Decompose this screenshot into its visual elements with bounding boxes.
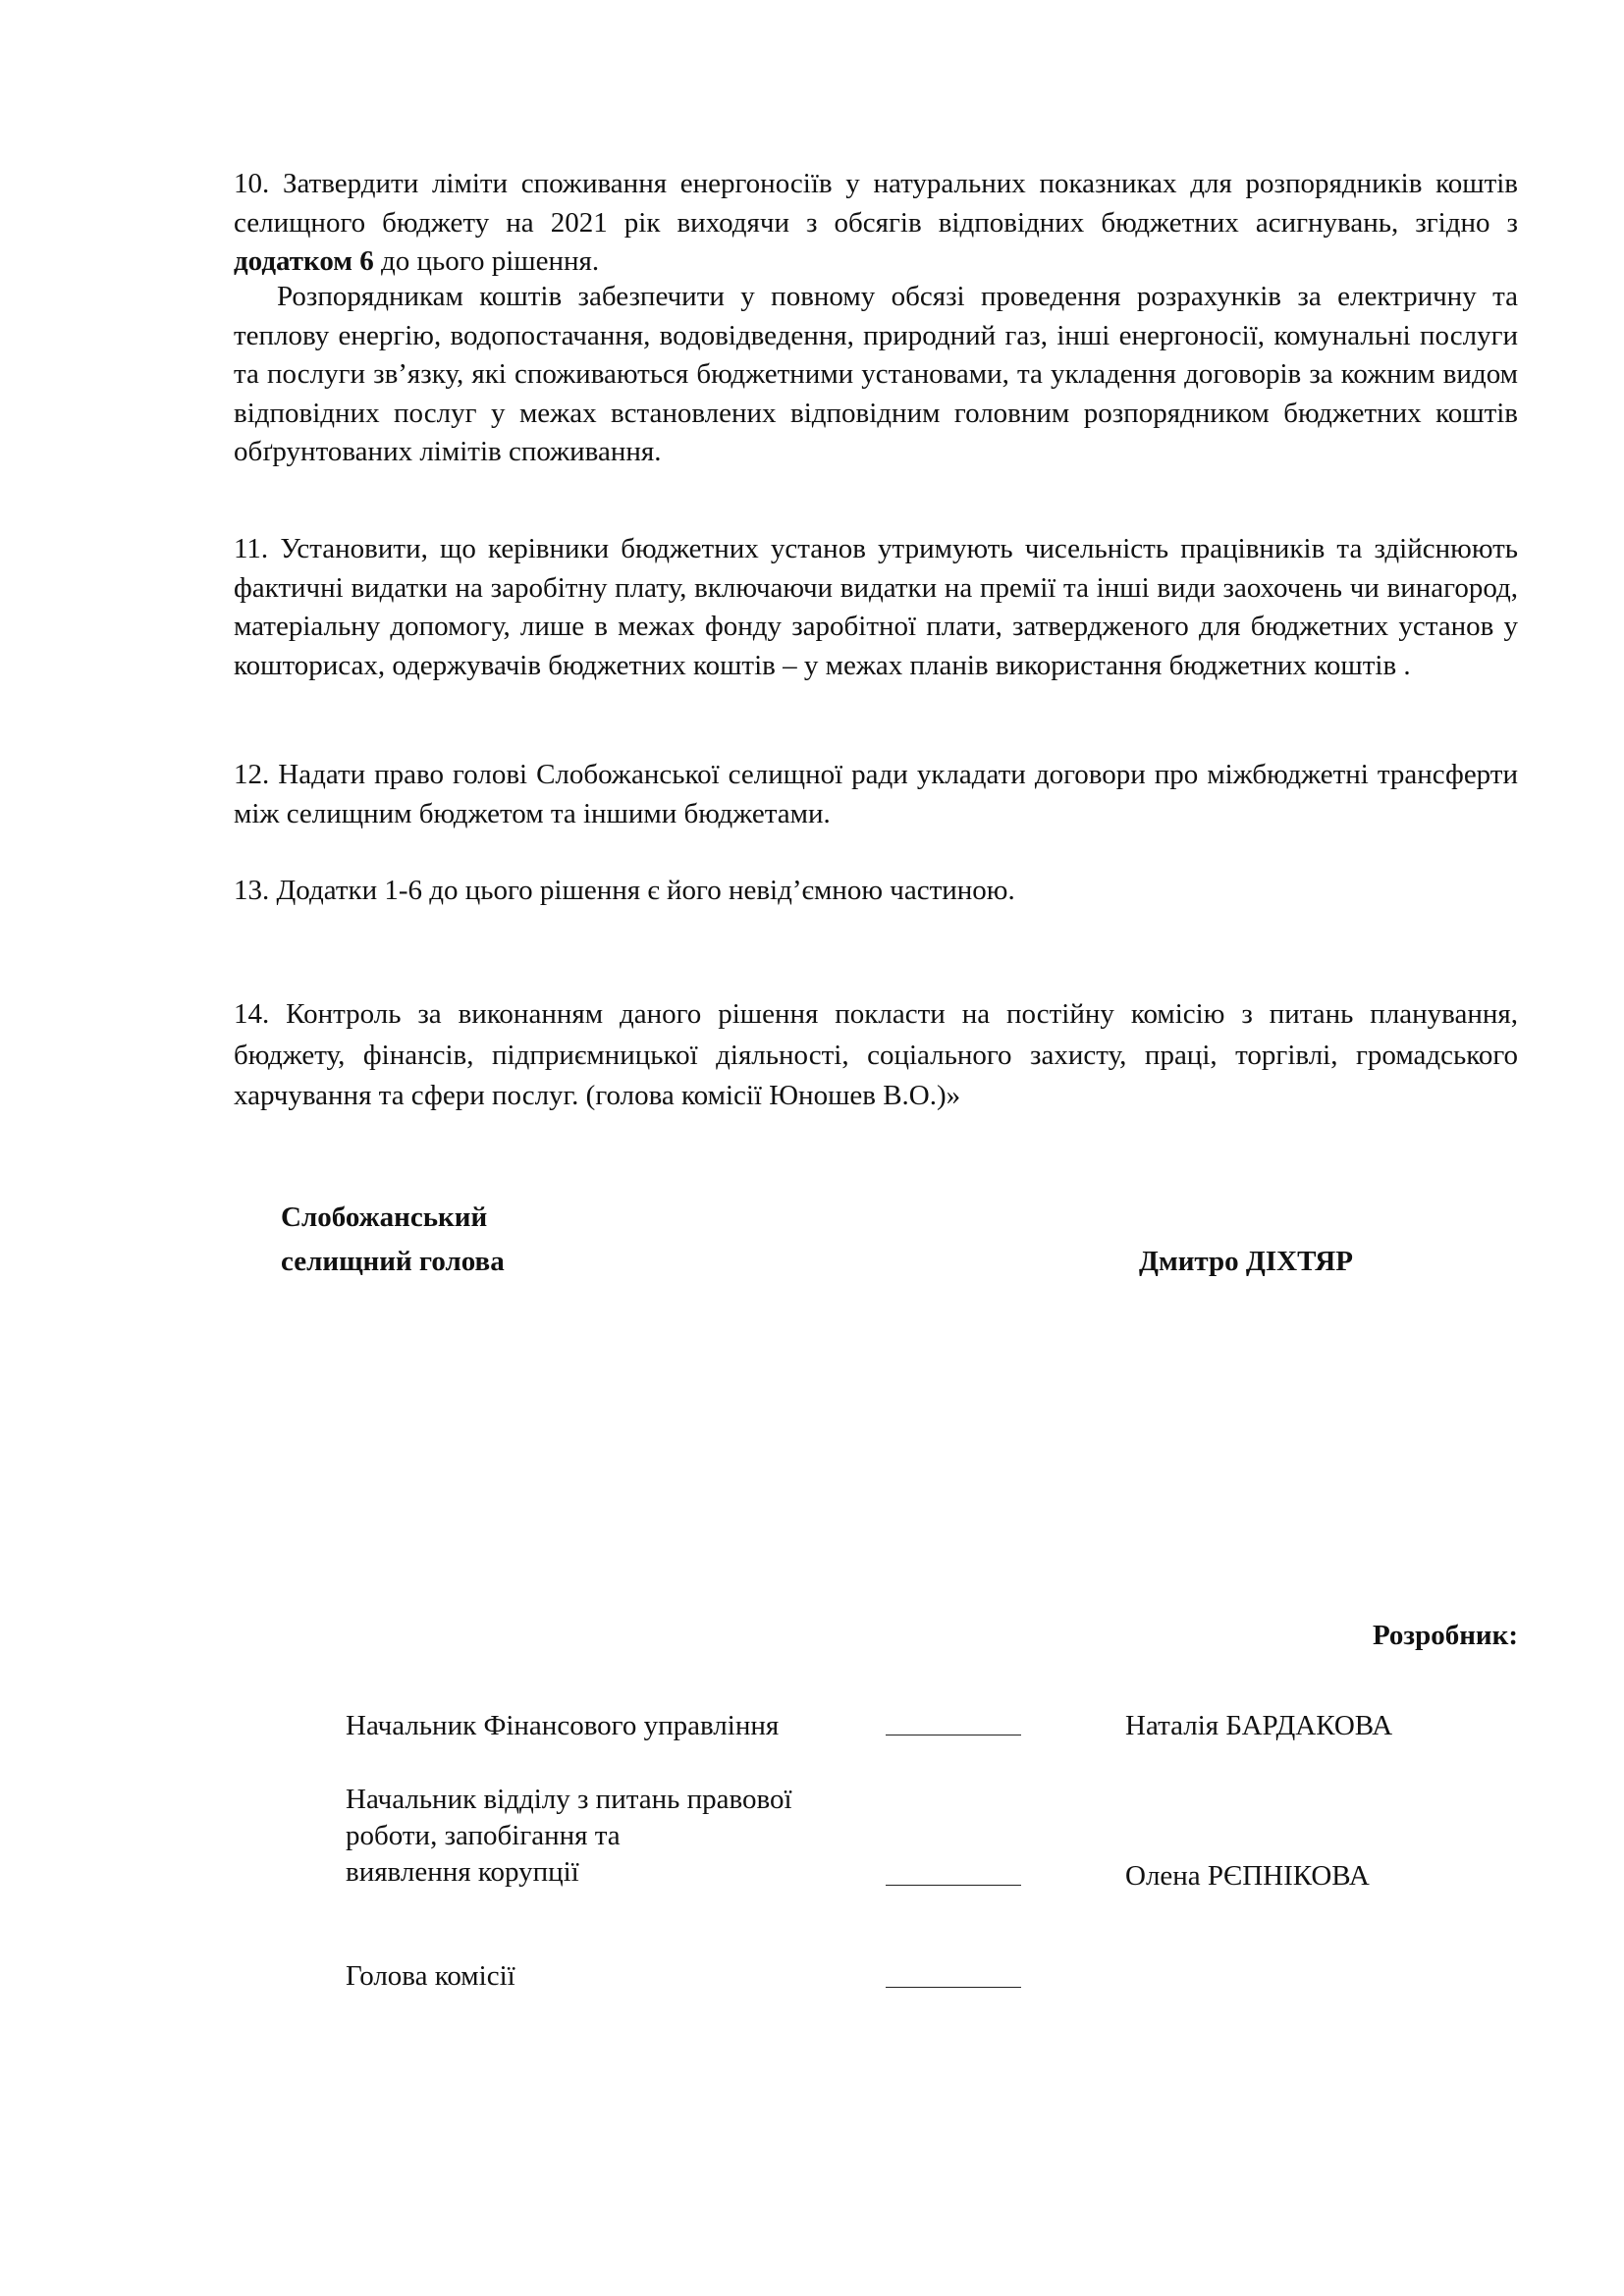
signature-title: [281, 1196, 505, 1284]
approval-signature-line-3: [886, 1987, 1021, 1988]
approval-position-2-line-3: виявлення корупції: [346, 1856, 579, 1888]
approval-signature-line-2: [886, 1885, 1021, 1886]
signature-name: Дмитро ДІХТЯР: [1139, 1246, 1353, 1277]
paragraph-11: 11. Установити, що керівники бюджетних установ утримують чисельність працівників та здійснюють фактичні видатки на заробітну плату, включаючи видатки на премії та інші види заохочень чи винагород, матеріальну допомогу, лише в межах фонду заробітної плати, затвердженого для бюджетних установ у кошторисах, одержувачів бюджетних коштів – у межах планів використання бюджетних коштів .: [234, 533, 1518, 681]
paragraph-10-tail: до цього рішення.: [373, 245, 600, 277]
paragraph-12: 12. Надати право голові Слобожанської селищної ради укладати договори про міжбюджетні трансферти між селищним бюджетом та іншими бюджетами.: [234, 759, 1518, 829]
signature-title-line-1: Слобожанський: [281, 1201, 488, 1233]
paragraph-10-bold-ref: додатком 6: [234, 245, 374, 277]
developer-label: Розробник:: [1372, 1620, 1518, 1651]
paragraph-10: [234, 165, 1518, 282]
approval-position-2-line-1: Начальник відділу з питань правової: [346, 1784, 792, 1815]
approval-position-3: [346, 1958, 515, 1995]
approval-position-1-line-1: Начальник Фінансового управління: [346, 1710, 780, 1741]
paragraph-14: 14. Контроль за виконанням даного рішення покласти на постійну комісію з питань планування, бюджету, фінансів, підприємницької діяльності, соціального захисту, праці, торгівлі, громадського харчування та сфери послуг. (голова комісії Юношев В.О.)»: [234, 998, 1518, 1111]
paragraph-10-text: 10. Затвердити ліміти споживання енергоносіїв у натуральних показниках для розпорядників коштів селищного бюджету на 2021 рік виходячи з обсягів відповідних бюджетних асигнувань, згідно з: [234, 168, 1518, 239]
approval-name-1: Наталія БАРДАКОВА: [1125, 1710, 1393, 1741]
approval-name-2: Олена РЄПНІКОВА: [1125, 1860, 1370, 1892]
approval-position-3-line-1: Голова комісії: [346, 1960, 515, 1992]
approval-position-1: [346, 1708, 779, 1744]
approval-position-2-line-2: роботи, запобігання та: [346, 1820, 621, 1851]
approval-position-2: [346, 1782, 792, 1891]
signature-title-line-2: селищний голова: [281, 1246, 505, 1277]
paragraph-13: 13. Додатки 1-6 до цього рішення є його невід’ємною частиною.: [234, 875, 1015, 906]
paragraph-10-second: Розпорядникам коштів забезпечити у повному обсязі проведення розрахунків за електричну та теплову енергію, водопостачання, водовідведення, природний газ, інші енергоносії, комунальні послуги та послуги зв’язку, які споживаються бюджетними установами, та укладення договорів за кожним видом відповідних послуг у межах встановлених відповідним головним розпорядником бюджетних коштів обґрунтованих лімітів споживання.: [234, 281, 1518, 467]
